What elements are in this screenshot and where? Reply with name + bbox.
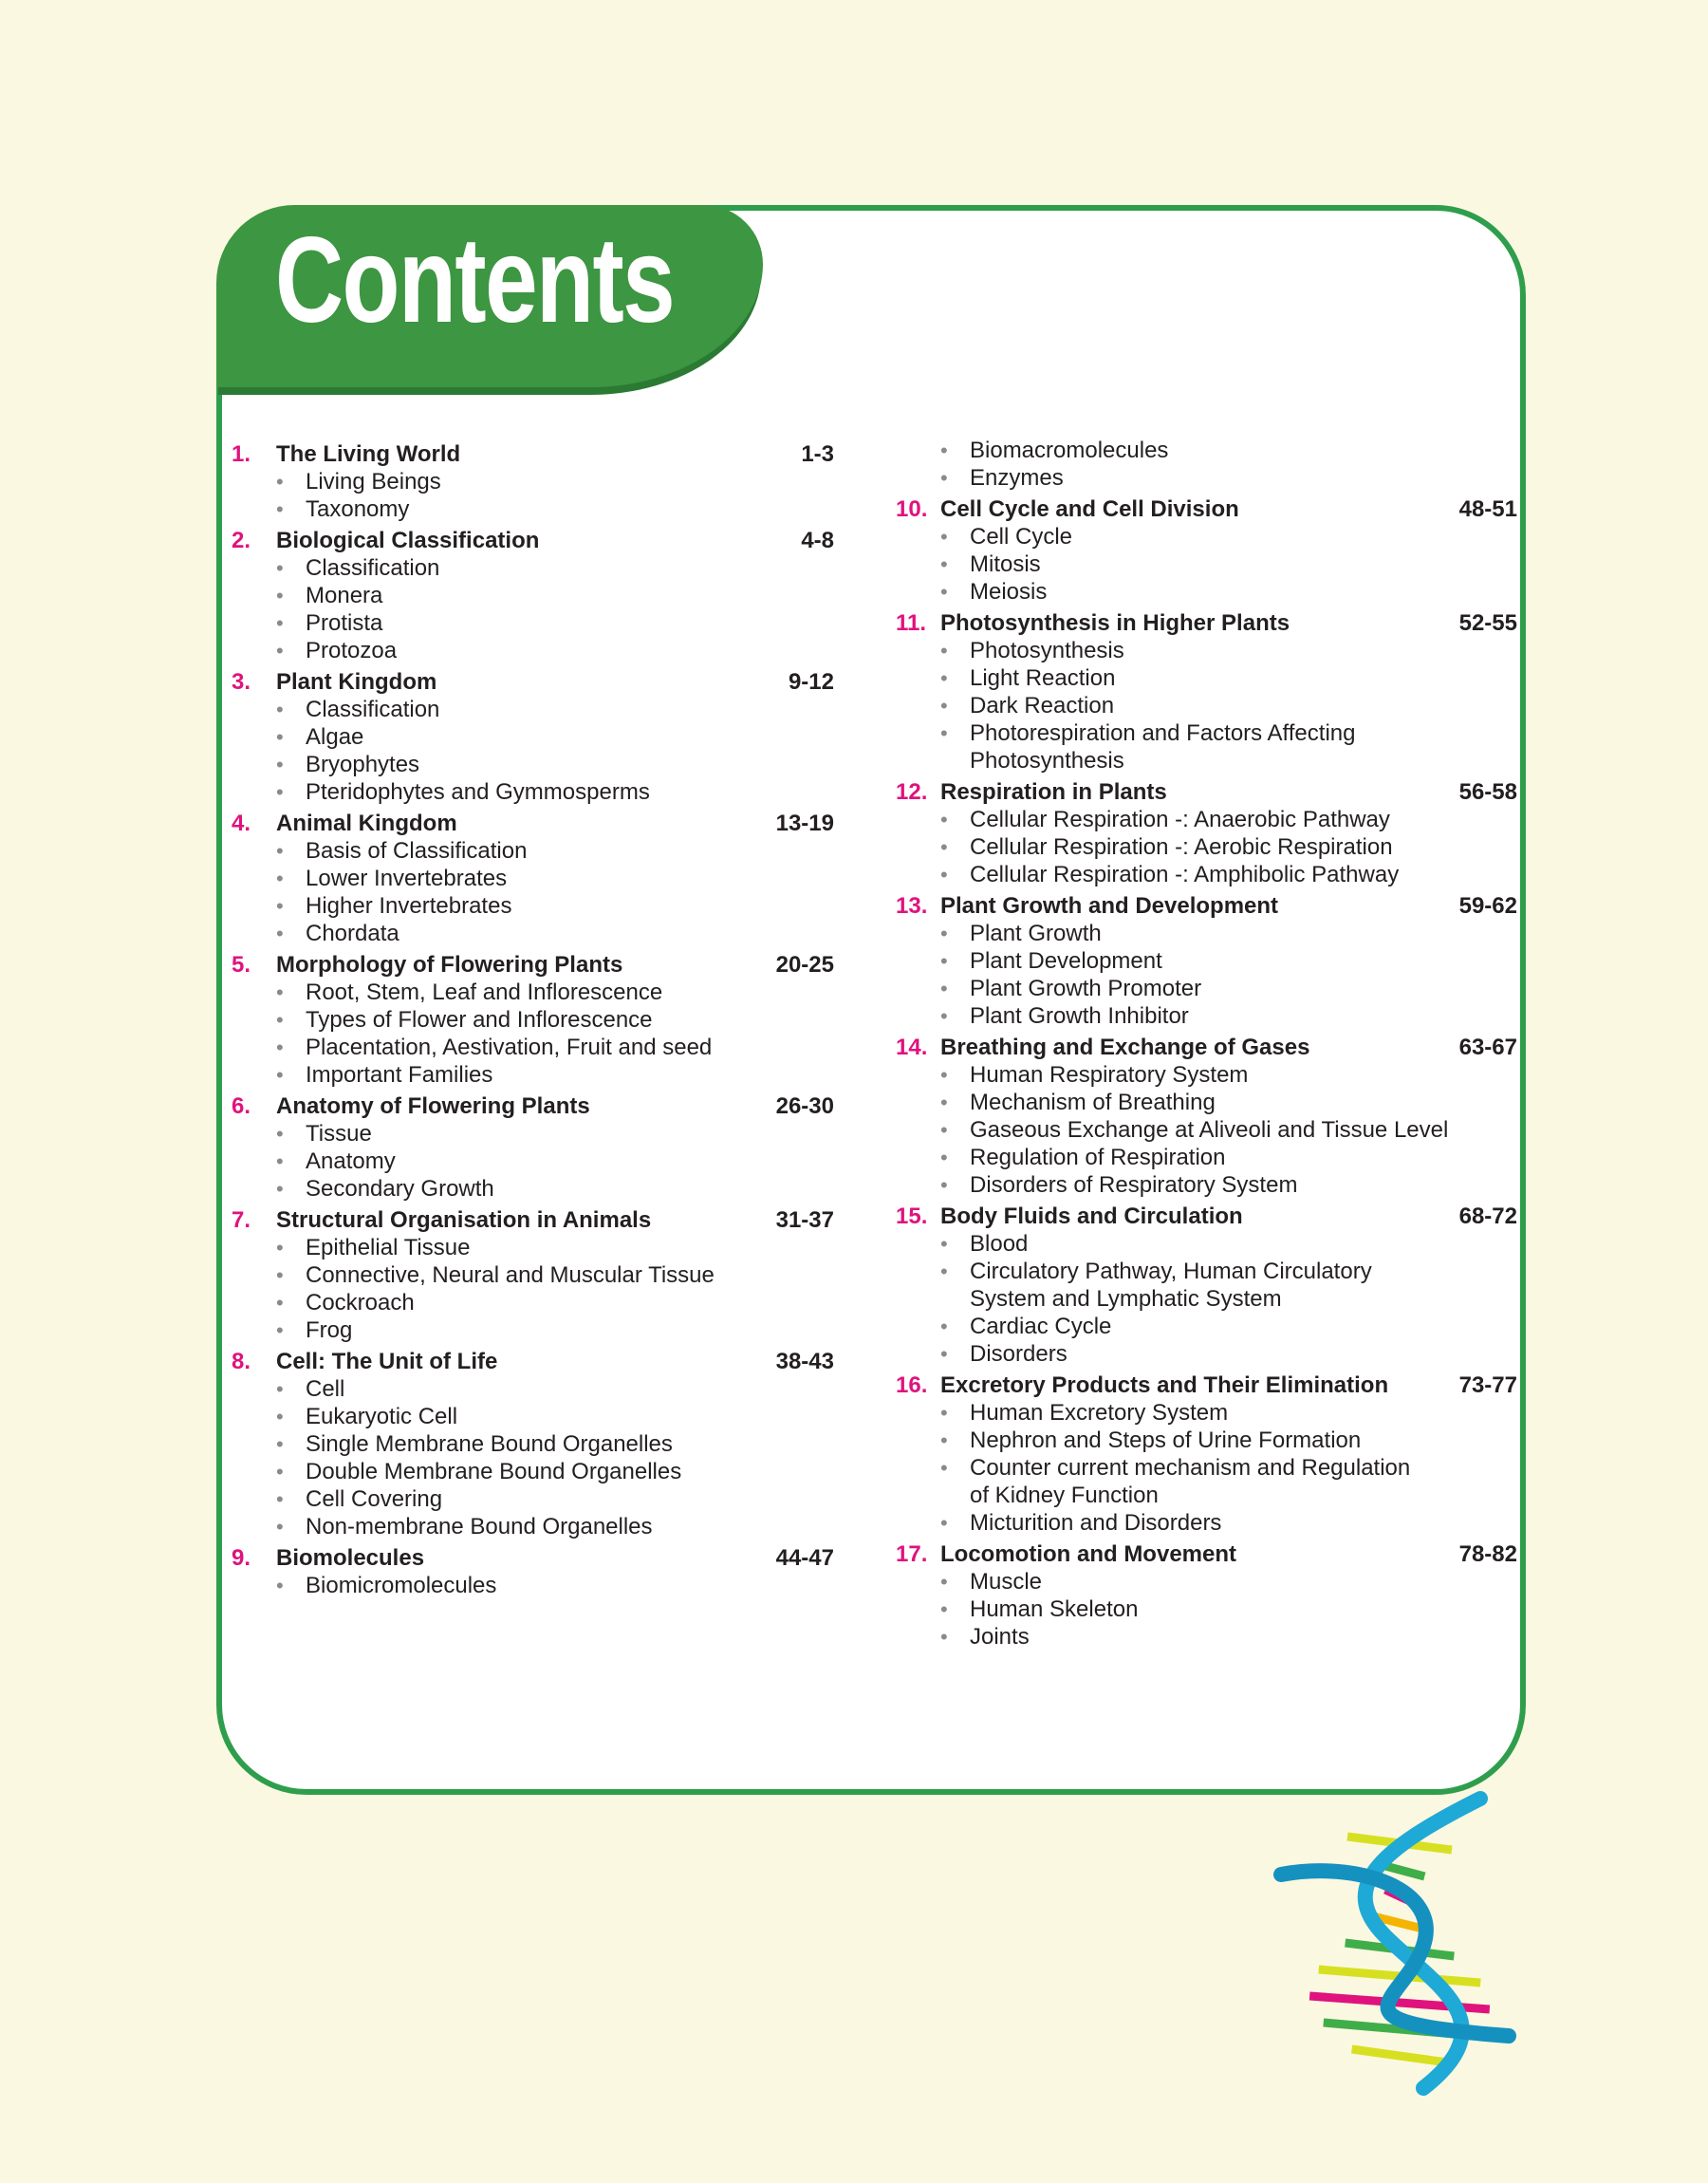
topic-label: Biomicromolecules: [306, 1573, 497, 1598]
chapter-title[interactable]: Respiration in Plants: [940, 779, 1167, 805]
topic-item: [232, 1234, 834, 1261]
bullet-icon: •: [276, 1263, 284, 1287]
topic-label: Higher Invertebrates: [306, 893, 512, 919]
topic-label: Root, Stem, Leaf and Inflorescence: [306, 980, 663, 1005]
topic-item: [232, 468, 834, 495]
topic-label: Muscle: [970, 1569, 1043, 1595]
topic-item: [896, 550, 1517, 578]
chapter-group: [896, 495, 1517, 606]
bullet-icon: •: [276, 470, 284, 494]
topic-label: Counter current mechanism and Regulation of Kidney Function: [970, 1455, 1411, 1508]
chapter-group: [232, 440, 834, 523]
topic-label: Classification: [306, 555, 440, 581]
bullet-icon: •: [276, 867, 284, 890]
bullet-icon: •: [276, 1377, 284, 1401]
topic-item: [232, 1261, 834, 1289]
topic-label: Placentation, Aestivation, Fruit and seed: [306, 1035, 713, 1060]
chapter-title[interactable]: Biomolecules: [276, 1545, 425, 1571]
topic-item: [232, 1316, 834, 1344]
topic-item: [896, 806, 1517, 833]
chapter-group: [896, 1371, 1517, 1537]
chapter-pages: 26-30: [775, 1093, 834, 1119]
chapter-number: 6.: [232, 1093, 251, 1119]
chapter-entry[interactable]: [232, 527, 834, 554]
topic-label: Human Respiratory System: [970, 1062, 1249, 1088]
bullet-icon: •: [276, 1177, 284, 1201]
chapter-title[interactable]: Cell: The Unit of Life: [276, 1349, 498, 1374]
chapter-number: 4.: [232, 811, 251, 836]
topic-item: [232, 696, 834, 723]
topic-item: [896, 719, 1517, 774]
topic-item: [232, 582, 834, 609]
topic-label: Disorders: [970, 1341, 1068, 1367]
topic-label: Epithelial Tissue: [306, 1235, 471, 1260]
topic-item: [896, 1568, 1517, 1595]
topic-label: Tissue: [306, 1121, 372, 1147]
bullet-icon: •: [276, 1149, 284, 1173]
topic-label: Plant Growth Inhibitor: [970, 1003, 1189, 1029]
chapter-pages: 78-82: [1458, 1541, 1517, 1567]
bullet-icon: •: [940, 1173, 948, 1197]
bullet-icon: •: [940, 1091, 948, 1114]
bullet-icon: •: [276, 1574, 284, 1597]
topic-label: Lower Invertebrates: [306, 866, 508, 891]
topic-label: Photorespiration and Factors Affecting Photosynthesis: [970, 720, 1356, 774]
topic-item: [896, 1340, 1517, 1368]
chapter-number: 17.: [896, 1541, 928, 1567]
bullet-icon: •: [276, 894, 284, 918]
topic-label: Mechanism of Breathing: [970, 1090, 1216, 1115]
chapter-pages: 13-19: [775, 811, 834, 836]
topic-item: [232, 1572, 834, 1599]
topic-item: [896, 947, 1517, 975]
topic-label: Cockroach: [306, 1290, 415, 1315]
chapter-title[interactable]: Body Fluids and Circulation: [940, 1203, 1243, 1229]
bullet-icon: •: [940, 1232, 948, 1256]
topic-item: [896, 464, 1517, 492]
bullet-icon: •: [940, 525, 948, 549]
bullet-icon: •: [940, 1063, 948, 1087]
bullet-icon: •: [940, 1428, 948, 1452]
topic-item: [896, 578, 1517, 606]
bullet-icon: •: [940, 694, 948, 718]
topic-item: [232, 979, 834, 1006]
topic-label: Plant Growth Promoter: [970, 976, 1202, 1001]
chapter-title[interactable]: Anatomy of Flowering Plants: [276, 1093, 590, 1119]
topic-label: Cell Cycle: [970, 524, 1073, 550]
chapter-group: [896, 1540, 1517, 1651]
bullet-icon: •: [940, 1401, 948, 1425]
bullet-icon: •: [276, 725, 284, 749]
chapter-number: 16.: [896, 1372, 928, 1398]
topic-item: [896, 1509, 1517, 1537]
topic-label: Plant Development: [970, 948, 1162, 974]
topic-label: Cellular Respiration -: Aerobic Respiration: [970, 834, 1393, 860]
bullet-icon: •: [940, 1570, 948, 1594]
bullet-icon: •: [276, 1008, 284, 1032]
bullet-icon: •: [276, 639, 284, 662]
chapter-pages: 38-43: [775, 1349, 834, 1374]
chapter-title[interactable]: Photosynthesis in Higher Plants: [940, 610, 1290, 636]
chapter-pages: 52-55: [1458, 610, 1517, 636]
topic-label: Cell: [306, 1376, 345, 1402]
bullet-icon: •: [276, 1405, 284, 1428]
topic-label: Human Excretory System: [970, 1400, 1229, 1426]
chapter-group: [232, 668, 834, 806]
dna-helix-icon: [1262, 1784, 1547, 2098]
topic-item: [232, 1458, 834, 1485]
topic-label: Taxonomy: [306, 496, 410, 522]
bullet-icon: •: [940, 666, 948, 690]
topic-label: Human Skeleton: [970, 1596, 1139, 1622]
topic-item: [232, 1430, 834, 1458]
chapter-group: [232, 1348, 834, 1540]
topic-item: [896, 1399, 1517, 1427]
chapter-title[interactable]: Animal Kingdom: [276, 811, 457, 836]
topic-item: [896, 637, 1517, 664]
dna-rung: [1352, 2049, 1448, 2062]
topic-label: Cell Covering: [306, 1486, 443, 1512]
bullet-icon: •: [940, 552, 948, 576]
topic-label: Eukaryotic Cell: [306, 1404, 458, 1429]
bullet-icon: •: [276, 611, 284, 635]
continued-topics: [896, 437, 1517, 492]
chapter-group: [896, 1203, 1517, 1368]
chapter-number: 12.: [896, 779, 928, 805]
topic-item: [232, 778, 834, 806]
bullet-icon: •: [940, 1259, 948, 1283]
topic-item: [232, 1006, 834, 1034]
topic-item: [896, 1116, 1517, 1144]
topic-label: Cellular Respiration -: Anaerobic Pathway: [970, 807, 1390, 832]
chapter-entry[interactable]: [896, 609, 1517, 637]
bullet-icon: •: [940, 466, 948, 490]
topic-item: [896, 1061, 1517, 1089]
chapter-group: [232, 1092, 834, 1203]
contents-right-column: [896, 437, 1517, 1651]
topic-item: [896, 1623, 1517, 1651]
topic-label: Secondary Growth: [306, 1176, 494, 1202]
bullet-icon: •: [940, 1597, 948, 1621]
topic-label: Gaseous Exchange at Aliveoli and Tissue Level: [970, 1117, 1449, 1143]
bullet-icon: •: [276, 839, 284, 863]
bullet-icon: •: [276, 556, 284, 580]
topic-label: Basis of Classification: [306, 838, 528, 864]
chapter-group: [896, 778, 1517, 888]
topic-label: Mitosis: [970, 551, 1041, 577]
chapter-entry[interactable]: [896, 1540, 1517, 1568]
chapter-title[interactable]: Cell Cycle and Cell Division: [940, 496, 1239, 522]
bullet-icon: •: [276, 780, 284, 804]
topic-item: [232, 1147, 834, 1175]
topic-label: Pteridophytes and Gymmosperms: [306, 779, 650, 805]
topic-item: [232, 1061, 834, 1089]
bullet-icon: •: [940, 1511, 948, 1535]
chapter-number: 14.: [896, 1035, 928, 1060]
chapter-pages: 4-8: [801, 528, 834, 553]
chapter-number: 7.: [232, 1207, 251, 1233]
chapter-pages: 48-51: [1458, 496, 1517, 522]
bullet-icon: •: [940, 977, 948, 1000]
chapter-entry[interactable]: [232, 951, 834, 979]
topic-item: [232, 751, 834, 778]
chapter-pages: 9-12: [788, 669, 834, 695]
chapter-pages: 59-62: [1458, 893, 1517, 919]
chapter-title[interactable]: Morphology of Flowering Plants: [276, 952, 623, 978]
chapter-entry[interactable]: [232, 1206, 834, 1234]
topic-item: [232, 637, 834, 664]
chapter-group: [232, 1544, 834, 1599]
topic-item: [896, 1002, 1517, 1030]
topic-item: [232, 1120, 834, 1147]
bullet-icon: •: [276, 1236, 284, 1259]
topic-label: Enzymes: [970, 465, 1064, 491]
bullet-icon: •: [276, 1432, 284, 1456]
topic-item: [896, 975, 1517, 1002]
bullet-icon: •: [276, 1291, 284, 1315]
bullet-icon: •: [940, 1456, 948, 1480]
chapter-pages: 73-77: [1458, 1372, 1517, 1398]
topic-item: [232, 1289, 834, 1316]
topic-label: Algae: [306, 724, 364, 750]
topic-item: [232, 723, 834, 751]
topic-item: [232, 892, 834, 920]
topic-label: Plant Growth: [970, 921, 1102, 946]
topic-item: [896, 664, 1517, 692]
bullet-icon: •: [940, 1625, 948, 1649]
chapter-entry[interactable]: [896, 1371, 1517, 1399]
chapter-number: 15.: [896, 1203, 928, 1229]
chapter-pages: 56-58: [1458, 779, 1517, 805]
chapter-number: 3.: [232, 669, 251, 695]
topic-label: Regulation of Respiration: [970, 1145, 1226, 1170]
topic-item: [896, 1313, 1517, 1340]
chapter-entry[interactable]: [232, 1544, 834, 1572]
chapter-group: [896, 1034, 1517, 1199]
chapter-entry[interactable]: [232, 1348, 834, 1375]
topic-item: [232, 609, 834, 637]
bullet-icon: •: [276, 497, 284, 521]
chapter-title[interactable]: Breathing and Exchange of Gases: [940, 1035, 1310, 1060]
topic-item: [232, 1034, 834, 1061]
topic-item: [232, 1375, 834, 1403]
topic-label: Bryophytes: [306, 752, 420, 777]
topic-item: [896, 437, 1517, 464]
topic-label: Protozoa: [306, 638, 398, 663]
topic-label: Living Beings: [306, 469, 441, 494]
bullet-icon: •: [276, 1487, 284, 1511]
topic-label: Double Membrane Bound Organelles: [306, 1459, 682, 1484]
topic-label: Single Membrane Bound Organelles: [306, 1431, 673, 1457]
topic-label: Blood: [970, 1231, 1029, 1257]
topic-label: Circulatory Pathway, Human Circulatory System and Lymphatic System: [970, 1259, 1372, 1312]
topic-item: [896, 1258, 1517, 1313]
bullet-icon: •: [940, 580, 948, 604]
topic-item: [232, 1513, 834, 1540]
topic-label: Anatomy: [306, 1148, 396, 1174]
chapter-pages: 63-67: [1458, 1035, 1517, 1060]
bullet-icon: •: [276, 1036, 284, 1059]
chapter-title[interactable]: Excretory Products and Their Elimination: [940, 1372, 1389, 1398]
chapter-title[interactable]: Plant Kingdom: [276, 669, 437, 695]
topic-item: [896, 1230, 1517, 1258]
chapter-group: [232, 1206, 834, 1344]
topic-item: [896, 692, 1517, 719]
chapter-group: [896, 892, 1517, 1030]
bullet-icon: •: [940, 1118, 948, 1142]
page-title: Contents: [275, 213, 675, 348]
topic-label: Cellular Respiration -: Amphibolic Pathway: [970, 862, 1400, 887]
bullet-icon: •: [276, 698, 284, 721]
topic-label: Biomacromolecules: [970, 438, 1169, 463]
chapter-pages: 20-25: [775, 952, 834, 978]
topic-label: Light Reaction: [970, 665, 1116, 691]
bullet-icon: •: [940, 1004, 948, 1028]
topic-item: [896, 1454, 1517, 1509]
topic-item: [232, 837, 834, 865]
topic-item: [896, 523, 1517, 550]
topic-item: [896, 1171, 1517, 1199]
chapter-number: 1.: [232, 441, 251, 467]
bullet-icon: •: [940, 808, 948, 831]
bullet-icon: •: [940, 949, 948, 973]
bullet-icon: •: [940, 438, 948, 462]
chapter-title[interactable]: Structural Organisation in Animals: [276, 1207, 652, 1233]
bullet-icon: •: [940, 1146, 948, 1169]
chapter-pages: 31-37: [775, 1207, 834, 1233]
bullet-icon: •: [276, 1318, 284, 1342]
bullet-icon: •: [276, 1515, 284, 1539]
chapter-number: 13.: [896, 893, 928, 919]
bullet-icon: •: [276, 922, 284, 945]
bullet-icon: •: [940, 835, 948, 859]
chapter-title[interactable]: Biological Classification: [276, 528, 540, 553]
bullet-icon: •: [940, 863, 948, 886]
chapter-group: [232, 810, 834, 947]
chapter-group: [896, 609, 1517, 774]
topic-label: Non-membrane Bound Organelles: [306, 1514, 653, 1539]
topic-item: [232, 1485, 834, 1513]
topic-label: Dark Reaction: [970, 693, 1115, 718]
bullet-icon: •: [940, 1342, 948, 1366]
chapter-pages: 68-72: [1458, 1203, 1517, 1229]
bullet-icon: •: [276, 584, 284, 607]
topic-label: Important Families: [306, 1062, 493, 1088]
chapter-group: [232, 527, 834, 664]
chapter-entry[interactable]: [896, 1203, 1517, 1230]
chapter-entry[interactable]: [896, 1034, 1517, 1061]
chapter-title[interactable]: The Living World: [276, 441, 461, 467]
contents-left-column: [232, 437, 834, 1599]
topic-item: [232, 920, 834, 947]
topic-label: Protista: [306, 610, 383, 636]
chapter-group: [232, 951, 834, 1089]
topic-item: [232, 1403, 834, 1430]
topic-label: Frog: [306, 1317, 353, 1343]
topic-label: Meiosis: [970, 579, 1048, 605]
chapter-number: 10.: [896, 496, 928, 522]
chapter-title[interactable]: Locomotion and Movement: [940, 1541, 1236, 1567]
chapter-title[interactable]: Plant Growth and Development: [940, 893, 1279, 919]
chapter-number: 5.: [232, 952, 251, 978]
chapter-entry[interactable]: [896, 495, 1517, 523]
chapter-entry[interactable]: [896, 778, 1517, 806]
chapter-entry[interactable]: [896, 892, 1517, 920]
chapter-entry[interactable]: [232, 1092, 834, 1120]
chapter-entry[interactable]: [232, 810, 834, 837]
chapter-pages: 44-47: [775, 1545, 834, 1571]
topic-item: [896, 920, 1517, 947]
topic-label: Connective, Neural and Muscular Tissue: [306, 1262, 715, 1288]
bullet-icon: •: [940, 1315, 948, 1338]
topic-item: [896, 1144, 1517, 1171]
chapter-number: 11.: [896, 610, 927, 636]
topic-label: Monera: [306, 583, 383, 608]
bullet-icon: •: [276, 1460, 284, 1483]
chapter-number: 2.: [232, 528, 251, 553]
chapter-pages: 1-3: [801, 441, 834, 467]
topic-item: [896, 833, 1517, 861]
topic-item: [896, 861, 1517, 888]
chapter-number: 9.: [232, 1545, 251, 1571]
bullet-icon: •: [276, 753, 284, 776]
topic-item: [896, 1089, 1517, 1116]
topic-item: [232, 865, 834, 892]
topic-label: Chordata: [306, 921, 399, 946]
bullet-icon: •: [940, 639, 948, 662]
bullet-icon: •: [940, 922, 948, 945]
topic-label: Micturition and Disorders: [970, 1510, 1222, 1536]
topic-item: [232, 554, 834, 582]
chapter-entry[interactable]: [232, 668, 834, 696]
chapter-entry[interactable]: [232, 440, 834, 468]
topic-item: [896, 1427, 1517, 1454]
topic-label: Photosynthesis: [970, 638, 1124, 663]
topic-label: Joints: [970, 1624, 1030, 1650]
bullet-icon: •: [276, 980, 284, 1004]
chapter-number: 8.: [232, 1349, 251, 1374]
topic-label: Disorders of Respiratory System: [970, 1172, 1298, 1198]
topic-label: Types of Flower and Inflorescence: [306, 1007, 653, 1033]
bullet-icon: •: [276, 1122, 284, 1146]
topic-label: Cardiac Cycle: [970, 1314, 1112, 1339]
bullet-icon: •: [276, 1063, 284, 1087]
topic-label: Classification: [306, 697, 440, 722]
bullet-icon: •: [940, 721, 948, 745]
topic-item: [896, 1595, 1517, 1623]
topic-label: Nephron and Steps of Urine Formation: [970, 1427, 1362, 1453]
topic-item: [232, 1175, 834, 1203]
topic-item: [232, 495, 834, 523]
